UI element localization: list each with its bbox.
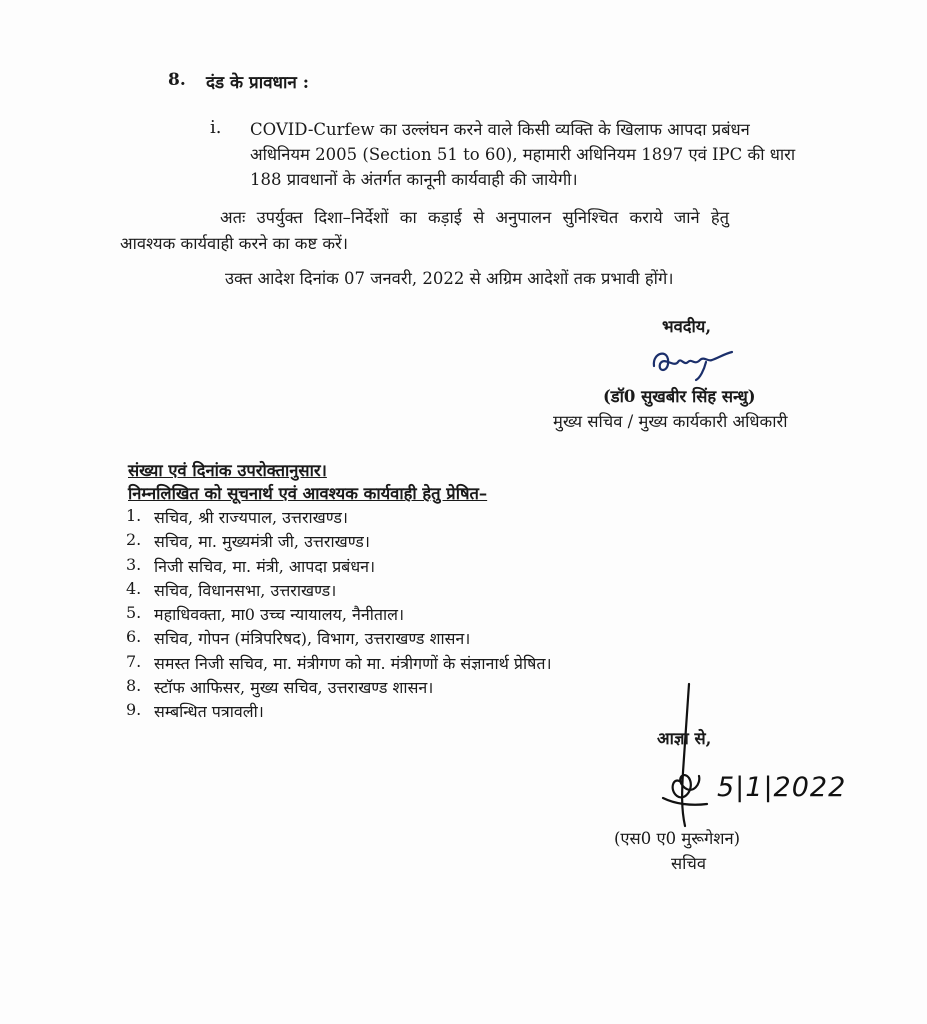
list-item-text: सम्बन्धित पत्रावली। xyxy=(154,702,264,722)
list-item xyxy=(126,700,552,724)
list-item-number: 5. xyxy=(126,603,142,623)
reference-line: संख्या एवं दिनांक उपरोक्तानुसार। xyxy=(128,461,327,480)
signatory-designation: सचिव xyxy=(671,854,707,873)
section-title: दंड के प्रावधान : xyxy=(206,73,310,93)
list-item xyxy=(126,579,552,603)
compliance-paragraph-line: अतः उपर्युक्त दिशा–निर्देशों का कड़ाई से अनुपालन सुनिश्चित कराये जाने हेतु xyxy=(220,208,730,227)
list-item xyxy=(126,627,552,651)
list-item-text: महाधिवक्ता, मा0 उच्च न्यायालय, नैनीताल। xyxy=(154,605,405,625)
compliance-paragraph-line: आवश्यक कार्यवाही करने का कष्ट करें। xyxy=(120,234,349,253)
list-item-number: 4. xyxy=(126,578,142,598)
clause-marker: i. xyxy=(210,117,222,138)
list-item xyxy=(126,676,552,700)
list-item xyxy=(126,530,552,554)
signatory-name: (एस0 ए0 मुरूगेशन) xyxy=(614,829,741,848)
handwritten-date: 5|1|2022 xyxy=(717,772,847,803)
signatory-name: (डॉ0 सुखबीर सिंह सन्धु) xyxy=(603,387,756,406)
list-item-text: निजी सचिव, मा. मंत्री, आपदा प्रबंधन। xyxy=(154,556,376,576)
clause-line: COVID-Curfew का उल्लंघन करने वाले किसी व्यक्ति के खिलाफ आपदा प्रबंधन xyxy=(250,120,750,139)
list-item-text: सचिव, श्री राज्यपाल, उत्तराखण्ड। xyxy=(154,508,348,527)
list-item-text: स्टॉफ आफिसर, मुख्य सचिव, उत्तराखण्ड शासन। xyxy=(154,678,434,698)
list-item-text: समस्त निजी सचिव, मा. मंत्रीगण को मा. मंत्रीगणों के संज्ञानार्थ प्रेषित। xyxy=(154,653,552,673)
list-item-number: 8. xyxy=(126,676,142,696)
list-item-text: सचिव, गोपन (मंत्रिपरिषद), विभाग, उत्तराखण्ड शासन। xyxy=(154,629,471,649)
list-item-number: 3. xyxy=(126,554,142,574)
closing-salutation: भवदीय, xyxy=(662,317,712,336)
handwritten-signature-icon xyxy=(655,680,735,830)
list-item-text: सचिव, विधानसभा, उत्तराखण्ड। xyxy=(154,580,337,600)
effective-date-paragraph: उक्त आदेश दिनांक 07 जनवरी, 2022 से अग्रिम आदेशों तक प्रभावी होंगे। xyxy=(225,269,674,288)
section-number: 8. xyxy=(168,70,186,90)
order-by-label: आज्ञा से, xyxy=(657,729,712,748)
forwarding-heading: निम्नलिखित को सूचनार्थ एवं आवश्यक कार्यवाही हेतु प्रेषित– xyxy=(128,484,488,503)
signatory-designation: मुख्य सचिव / मुख्य कार्यकारी अधिकारी xyxy=(553,412,788,431)
list-item-number: 6. xyxy=(126,627,142,647)
clause-line: अधिनियम 2005 (Section 51 to 60), महामारी अधिनियम 1897 एवं IPC की धारा xyxy=(250,145,796,164)
list-item-number: 9. xyxy=(126,700,142,720)
list-item-number: 2. xyxy=(126,530,142,550)
recipient-list xyxy=(126,506,552,725)
handwritten-signature-icon xyxy=(648,342,738,382)
list-item xyxy=(126,506,552,530)
list-item-text: सचिव, मा. मुख्यमंत्री जी, उत्तराखण्ड। xyxy=(154,532,370,552)
clause-line: 188 प्रावधानों के अंतर्गत कानूनी कार्यवाही की जायेगी। xyxy=(250,170,578,189)
list-item xyxy=(126,652,552,676)
list-item-number: 1. xyxy=(126,506,142,525)
list-item-number: 7. xyxy=(126,651,142,671)
list-item xyxy=(126,555,552,579)
list-item xyxy=(126,603,552,627)
